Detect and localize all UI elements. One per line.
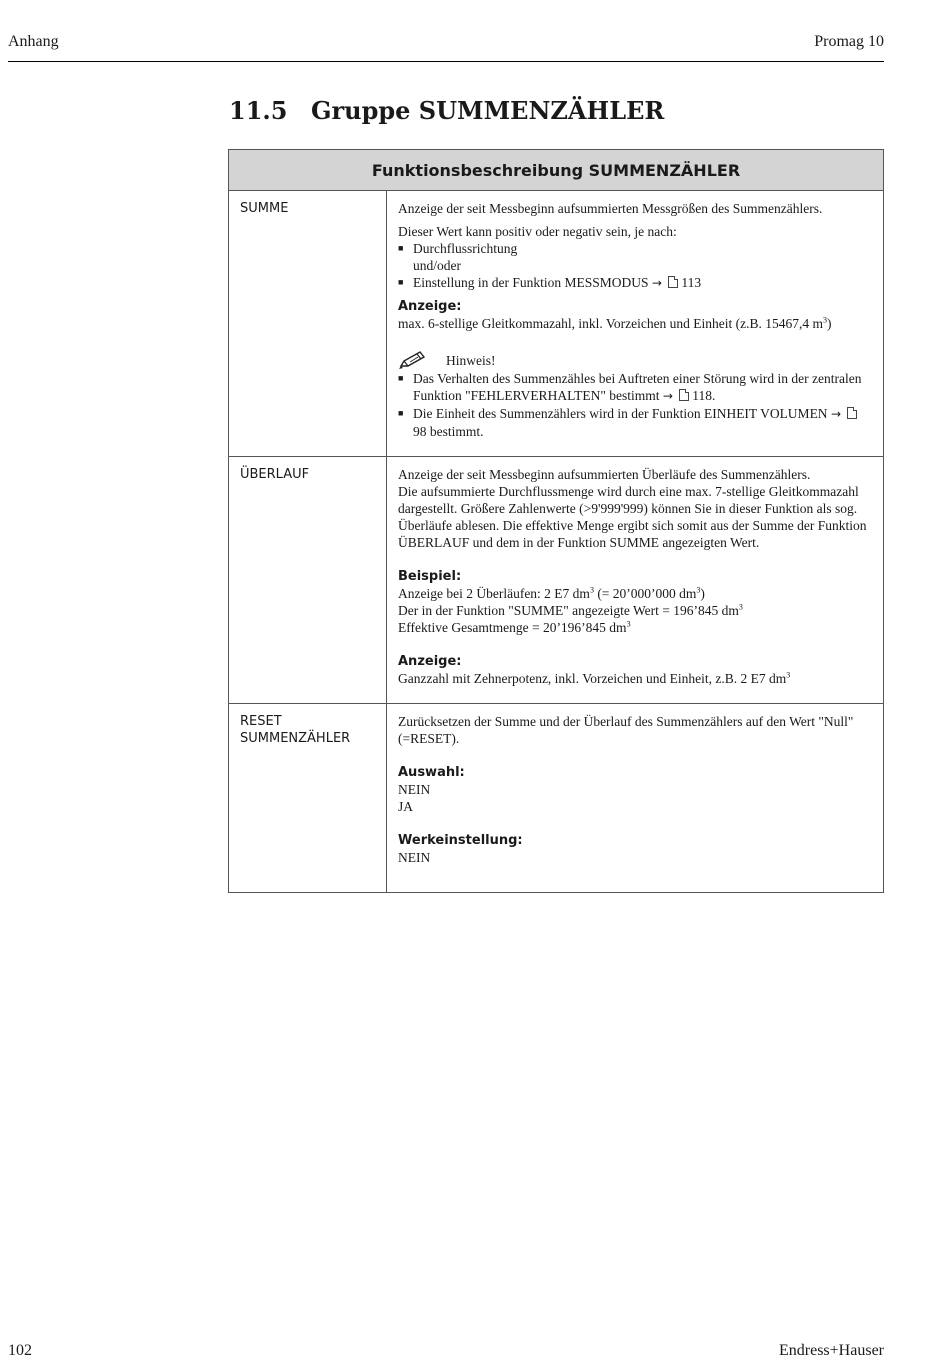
ueberlauf-example-2: Der in der Funktion "SUMME" angezeigte Wert = 196’845 $dm^3$ [398,602,743,618]
function-desc-ueberlauf [387,457,884,704]
hint-list [398,370,872,440]
reset-options-label: Auswahl: [398,765,465,780]
ueberlauf-display-label: Anzeige: [398,654,462,669]
page-number: 102 [8,1342,32,1359]
reset-default-value: NEIN [398,850,431,865]
function-name-reset: RESET SUMMENZÄHLER [229,704,387,893]
table-row-ueberlauf [229,457,884,704]
hint-title: Hinweis! [446,352,496,368]
brand-name: Endress+Hauser [779,1342,884,1359]
page-ref-113[interactable]: 113 [681,275,702,290]
summe-andor: und/oder [413,258,461,273]
table-heading: Funktionsbeschreibung SUMMENZÄHLER [229,150,884,191]
summe-display-text: max. 6-stellige Gleitkommazahl, inkl. Vorzeichen und Einheit (z.B. 15467,4 $m^3$) [398,315,832,331]
ueberlauf-intro: Anzeige der seit Messbeginn aufsummierten Überläufe des Summenzählers. [398,467,811,482]
page-reference-icon [847,407,857,419]
arrow-right-icon: → [651,276,662,290]
ueberlauf-example-label: Beispiel: [398,569,462,584]
arrow-right-icon: → [830,407,841,421]
list-item: ■ Die Einheit des Summenzählers wird in der Funktion EINHEIT VOLUMEN → 98 bestimmt. [398,405,872,440]
function-desc-summe [387,191,884,457]
summe-intro: Anzeige der seit Messbeginn aufsummierten Messgrößen des Summenzählers. [398,201,823,216]
function-name-summe: SUMME [229,191,387,457]
section-title-text: Gruppe SUMMENZÄHLER [311,96,665,125]
page-ref-98[interactable]: 98 [413,424,427,439]
reset-intro: Zurücksetzen der Summe und der Überlauf des Summenzählers auf den Wert "Null" (=RESET). [398,714,854,746]
table-row-reset [229,704,884,893]
section-number: 11.5 [229,96,288,125]
page-reference-icon [668,276,678,288]
list-item: ■ Durchflussrichtung [398,240,872,257]
function-table [228,149,884,893]
ueberlauf-explanation: Die aufsummierte Durchflussmenge wird durch eine max. 7-stellige Gleitkommazahl dargestellt. Größere Zahlenwerte (>9'999'999) können Sie in dieser Funktion als sog. Überläufe ablesen. Die effektive Menge ergibt sich somit aus der Summe der Funktion ÜBERLAUF und dem in der Funktion SUMME angezeigten Wert. [398,484,867,550]
ueberlauf-display-text: Ganzzahl mit Zehnerpotenz, inkl. Vorzeichen und Einheit, z.B. 2 E7 $dm^3$ [398,670,791,686]
header-product: Promag 10 [814,33,884,50]
reset-option-ja: JA [398,799,414,814]
ueberlauf-example-1: Anzeige bei 2 Überläufen: 2 E7 $dm^3$ (= 20’000’000 $dm^3$) [398,585,705,601]
page-reference-icon [679,389,689,401]
section-title [229,96,664,125]
list-item: ■ Einstellung in der Funktion MESSMODUS → 113 [398,274,872,292]
hint-block [398,350,872,440]
table-row-summe [229,191,884,457]
arrow-right-icon: → [662,389,673,403]
function-name-ueberlauf: ÜBERLAUF [229,457,387,704]
reset-option-nein: NEIN [398,782,431,797]
pencil-note-icon [398,350,428,370]
summe-sign-note: Dieser Wert kann positiv oder negativ sein, je nach: [398,224,677,239]
function-desc-reset [387,704,884,893]
ueberlauf-example-3: Effektive Gesamtmenge = 20’196’845 $dm^3$ [398,619,631,635]
list-item: ■ Das Verhalten des Summenzähles bei Auftreten einer Störung wird in der zentralen Funktion "FEHLERVERHALTEN" bestimmt → 118. [398,370,872,405]
reset-default-label: Werkeinstellung: [398,833,523,848]
page-ref-118[interactable]: 118. [692,388,716,403]
page-header [8,31,884,62]
summe-sign-list [398,240,872,257]
header-chapter: Anhang [8,33,59,50]
summe-display-label: Anzeige: [398,299,462,314]
